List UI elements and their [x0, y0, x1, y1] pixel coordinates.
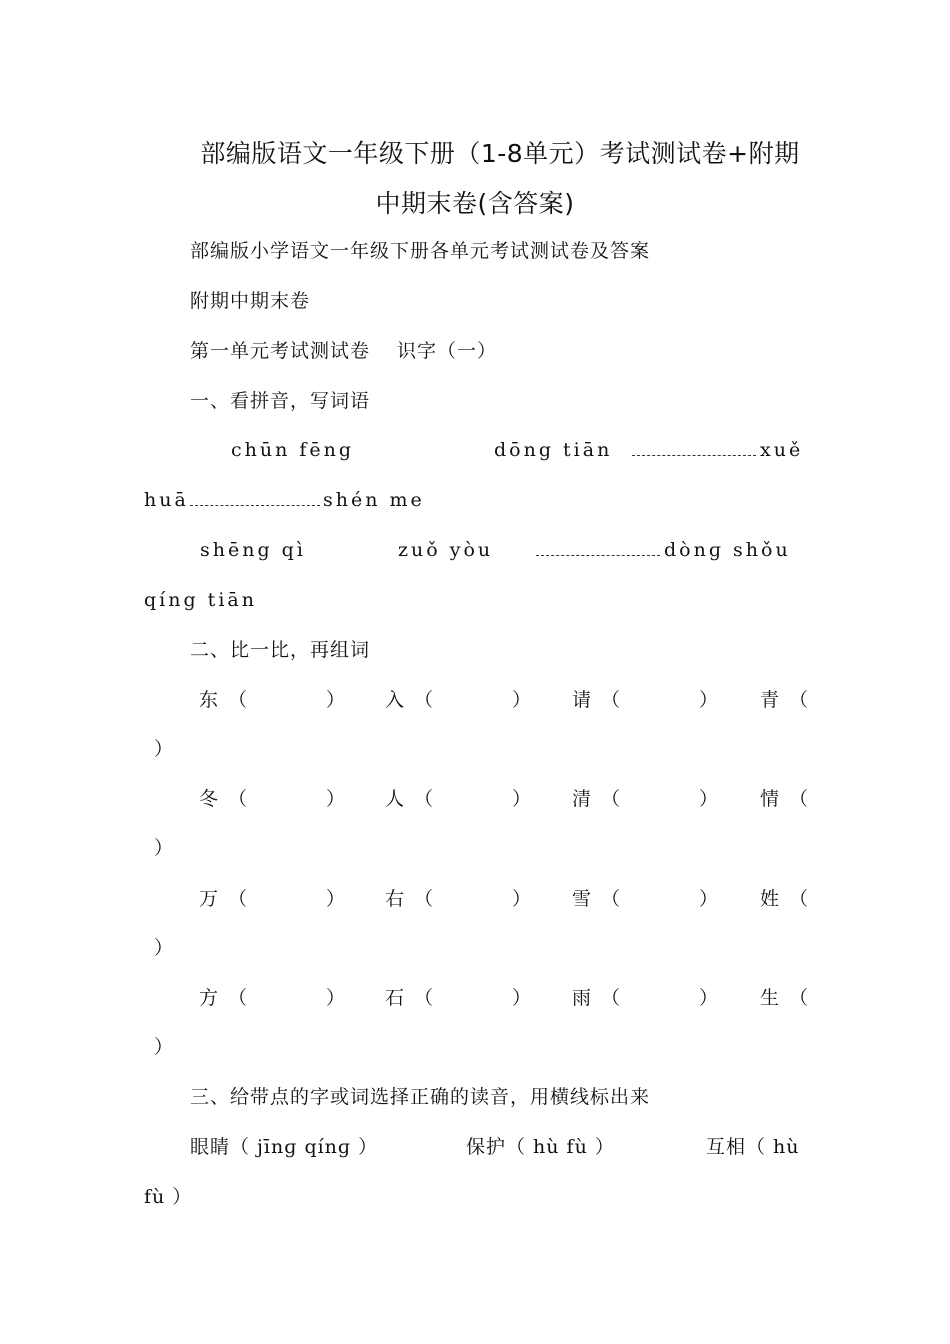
answer-paren-open[interactable]: （ [414, 987, 434, 1009]
pinyin-item: xuě [760, 439, 804, 461]
compare-character: 雪 [572, 888, 592, 910]
answer-paren-open[interactable]: （ [228, 788, 248, 810]
q2-heading: 二、比一比，再组词 [190, 639, 371, 661]
answer-paren-close: ） [326, 788, 346, 810]
unit-heading: 第一单元考试测试卷 识字（一） [190, 340, 498, 362]
q3-item: fù ） [144, 1186, 193, 1208]
answer-paren-open[interactable]: （ [414, 788, 434, 810]
q1-heading: 一、看拼音，写词语 [190, 390, 371, 412]
answer-paren-close: ） [512, 788, 532, 810]
answer-paren-open[interactable]: （ [789, 987, 809, 1009]
pinyin-item: dōng tiān [494, 439, 613, 461]
answer-paren-open[interactable]: （ [601, 788, 621, 810]
answer-blank[interactable] [632, 443, 756, 456]
answer-paren-close: ） [154, 837, 174, 859]
answer-paren-close: ） [512, 689, 532, 711]
pinyin-item: chūn fēng [231, 439, 355, 461]
answer-paren-open[interactable]: （ [789, 689, 809, 711]
pinyin-item: qíng tiān [144, 589, 257, 611]
pinyin-item: shén me [323, 489, 425, 511]
compare-character: 右 [385, 888, 405, 910]
compare-character: 人 [385, 788, 405, 810]
q3-item: 眼睛（ jīnɡ qínɡ ） [190, 1136, 379, 1158]
answer-paren-open[interactable]: （ [228, 888, 248, 910]
answer-paren-close: ） [699, 987, 719, 1009]
answer-paren-open[interactable]: （ [789, 888, 809, 910]
compare-character: 石 [385, 987, 405, 1009]
compare-character: 清 [572, 788, 592, 810]
answer-paren-close: ） [512, 987, 532, 1009]
answer-paren-open[interactable]: （ [601, 689, 621, 711]
compare-character: 万 [199, 888, 219, 910]
answer-paren-open[interactable]: （ [228, 987, 248, 1009]
compare-character: 东 [199, 689, 219, 711]
q3-heading: 三、给带点的字或词选择正确的读音，用横线标出来 [190, 1086, 651, 1108]
answer-paren-open[interactable]: （ [601, 987, 621, 1009]
answer-paren-close: ） [512, 888, 532, 910]
compare-character: 情 [760, 788, 780, 810]
pinyin-item: zuǒ yòu [398, 539, 494, 561]
compare-character: 姓 [760, 888, 780, 910]
compare-character: 请 [572, 689, 592, 711]
q3-item: 互相（ hù [706, 1136, 800, 1158]
answer-paren-close: ） [154, 1036, 174, 1058]
answer-paren-open[interactable]: （ [414, 689, 434, 711]
answer-paren-open[interactable]: （ [228, 689, 248, 711]
answer-paren-open[interactable]: （ [601, 888, 621, 910]
pinyin-item: dònɡ shǒu [664, 539, 791, 561]
answer-paren-close: ） [154, 738, 174, 760]
answer-blank[interactable] [190, 493, 320, 506]
answer-blank[interactable] [536, 543, 660, 556]
answer-paren-close: ） [326, 888, 346, 910]
answer-paren-open[interactable]: （ [789, 788, 809, 810]
intro-line2: 附期中期末卷 [190, 290, 311, 312]
document-title-line2: 中期末卷(含答案) [375, 189, 575, 218]
answer-paren-open[interactable]: （ [414, 888, 434, 910]
answer-paren-close: ） [699, 788, 719, 810]
answer-paren-close: ） [154, 937, 174, 959]
answer-paren-close: ） [699, 888, 719, 910]
compare-character: 入 [385, 689, 405, 711]
pinyin-item: shēng qì [200, 539, 306, 561]
intro-line1: 部编版小学语文一年级下册各单元考试测试卷及答案 [190, 240, 651, 262]
compare-character: 雨 [572, 987, 592, 1009]
compare-character: 冬 [199, 788, 219, 810]
compare-character: 生 [760, 987, 780, 1009]
answer-paren-close: ） [699, 689, 719, 711]
answer-paren-close: ） [326, 689, 346, 711]
compare-character: 方 [199, 987, 219, 1009]
pinyin-item: huā [144, 489, 189, 511]
q3-item: 保护（ hù fù ） [466, 1136, 615, 1158]
answer-paren-close: ） [326, 987, 346, 1009]
compare-character: 青 [760, 689, 780, 711]
document-title-line1: 部编版语文一年级下册（1-8单元）考试测试卷+附期 [200, 139, 800, 168]
